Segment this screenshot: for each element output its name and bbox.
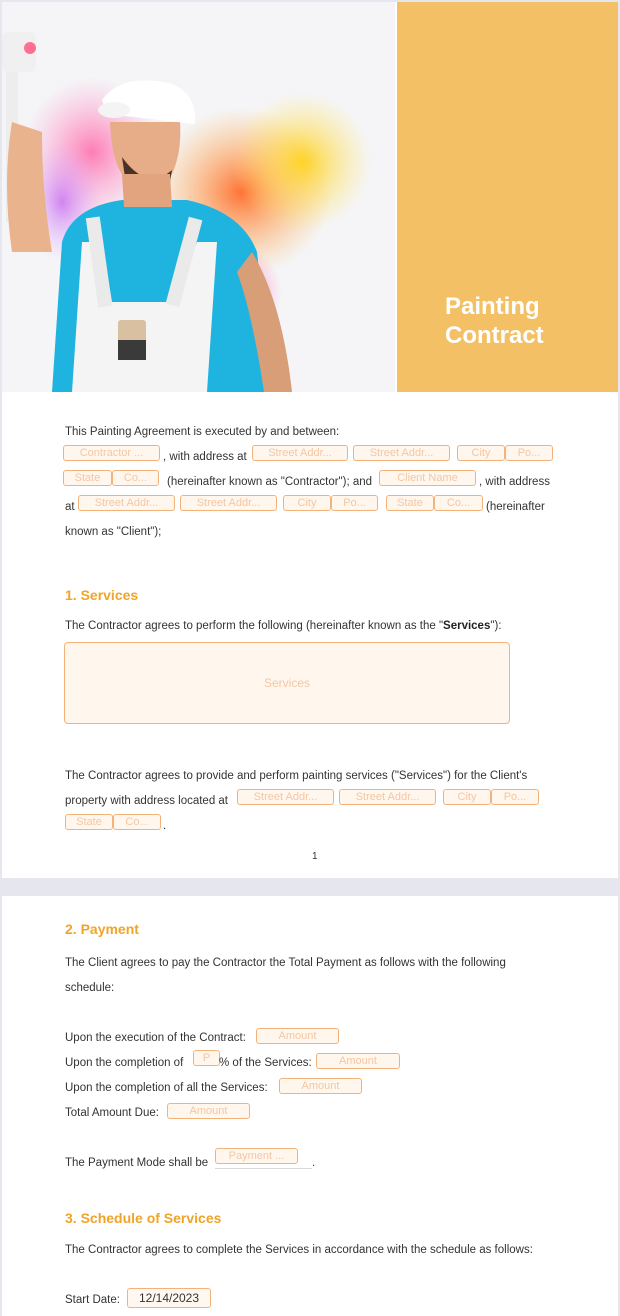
payment-lead-line2: schedule: [65,982,115,994]
services-lead-bold: Services [443,620,491,632]
payment-mode-period: . [312,1157,316,1169]
contractor-city-field[interactable]: City [457,445,505,461]
upon-completion-label: Upon the completion of [65,1057,184,1069]
client-name-field[interactable]: Client Name [379,470,476,486]
intro-client-known-b-text: known as "Client"); [65,526,162,538]
services-paragraph-line2: property with address located at [65,795,229,807]
payment-mode-field[interactable]: Payment ... [215,1148,298,1164]
payment-heading: 2. Payment [65,921,139,937]
property-state-field[interactable]: State [65,814,113,830]
services-heading: 1. Services [65,587,139,603]
completion-percent-field[interactable]: P [193,1050,220,1066]
intro-client-known-a-text: (hereinafter [486,501,545,513]
property-country-field[interactable]: Co... [113,814,161,830]
completion-all-amount-field[interactable]: Amount [279,1078,362,1094]
payment-mode-label: The Payment Mode shall be [65,1157,209,1169]
property-street-address-1-field[interactable]: Street Addr... [237,789,334,805]
contractor-postal-field[interactable]: Po... [505,445,553,461]
title-panel [397,2,618,392]
client-city-field[interactable]: City [283,495,331,511]
upon-completion-all-label: Upon the completion of all the Services: [65,1082,268,1094]
contractor-street-address-1-field[interactable]: Street Addr... [252,445,348,461]
intro-with-address-2-text: , with address [479,476,550,488]
property-street-address-2-field[interactable]: Street Addr... [339,789,436,805]
schedule-lead-text: The Contractor agrees to complete the Services in accordance with the schedule as follows: [65,1244,533,1256]
page-number: 1 [312,851,318,862]
intro-at-text: at [65,501,75,513]
title-line-2: Contract [445,322,544,349]
services-paragraph-line1: The Contractor agrees to provide and perform painting services ("Services") for the Client's [65,770,528,782]
contractor-name-field[interactable]: Contractor ... [63,445,160,461]
contractor-country-field[interactable]: Co... [112,470,159,486]
property-city-field[interactable]: City [443,789,491,805]
services-textarea[interactable]: Services [64,642,510,724]
payment-mode-underline [215,1168,312,1169]
schedule-heading: 3. Schedule of Services [65,1210,222,1226]
contractor-state-field[interactable]: State [63,470,112,486]
document-title [445,292,615,350]
contractor-street-address-2-field[interactable]: Street Addr... [353,445,450,461]
percent-of-services-label: % of the Services: [219,1057,312,1069]
client-country-field[interactable]: Co... [434,495,483,511]
services-lead-text [65,620,501,632]
services-lead-b: "): [490,620,502,632]
client-state-field[interactable]: State [386,495,434,511]
document-page-2 [2,896,618,1316]
title-line-1: Painting [445,293,540,320]
total-due-amount-field[interactable]: Amount [167,1103,250,1119]
client-street-address-2-field[interactable]: Street Addr... [180,495,277,511]
painter-photo [2,2,395,392]
upon-execution-label: Upon the execution of the Contract: [65,1032,246,1044]
client-street-address-1-field[interactable]: Street Addr... [78,495,175,511]
execution-amount-field[interactable]: Amount [256,1028,339,1044]
start-date-label: Start Date: [65,1294,120,1306]
intro-with-address-text: , with address at [163,451,247,463]
property-period: . [163,820,167,832]
services-lead-a: The Contractor agrees to perform the following (hereinafter known as the " [65,620,444,632]
client-postal-field[interactable]: Po... [331,495,378,511]
intro-text: This Painting Agreement is executed by and between: [65,426,340,438]
document-page-1 [2,2,618,878]
intro-contractor-known-text: (hereinafter known as "Contractor"); and [167,476,373,488]
completion-amount-field[interactable]: Amount [316,1053,400,1069]
total-due-label: Total Amount Due: [65,1107,159,1119]
property-postal-field[interactable]: Po... [491,789,539,805]
start-date-field[interactable]: 12/14/2023 [127,1288,211,1308]
payment-lead-line1: The Client agrees to pay the Contractor the Total Payment as follows with the following [65,957,506,969]
